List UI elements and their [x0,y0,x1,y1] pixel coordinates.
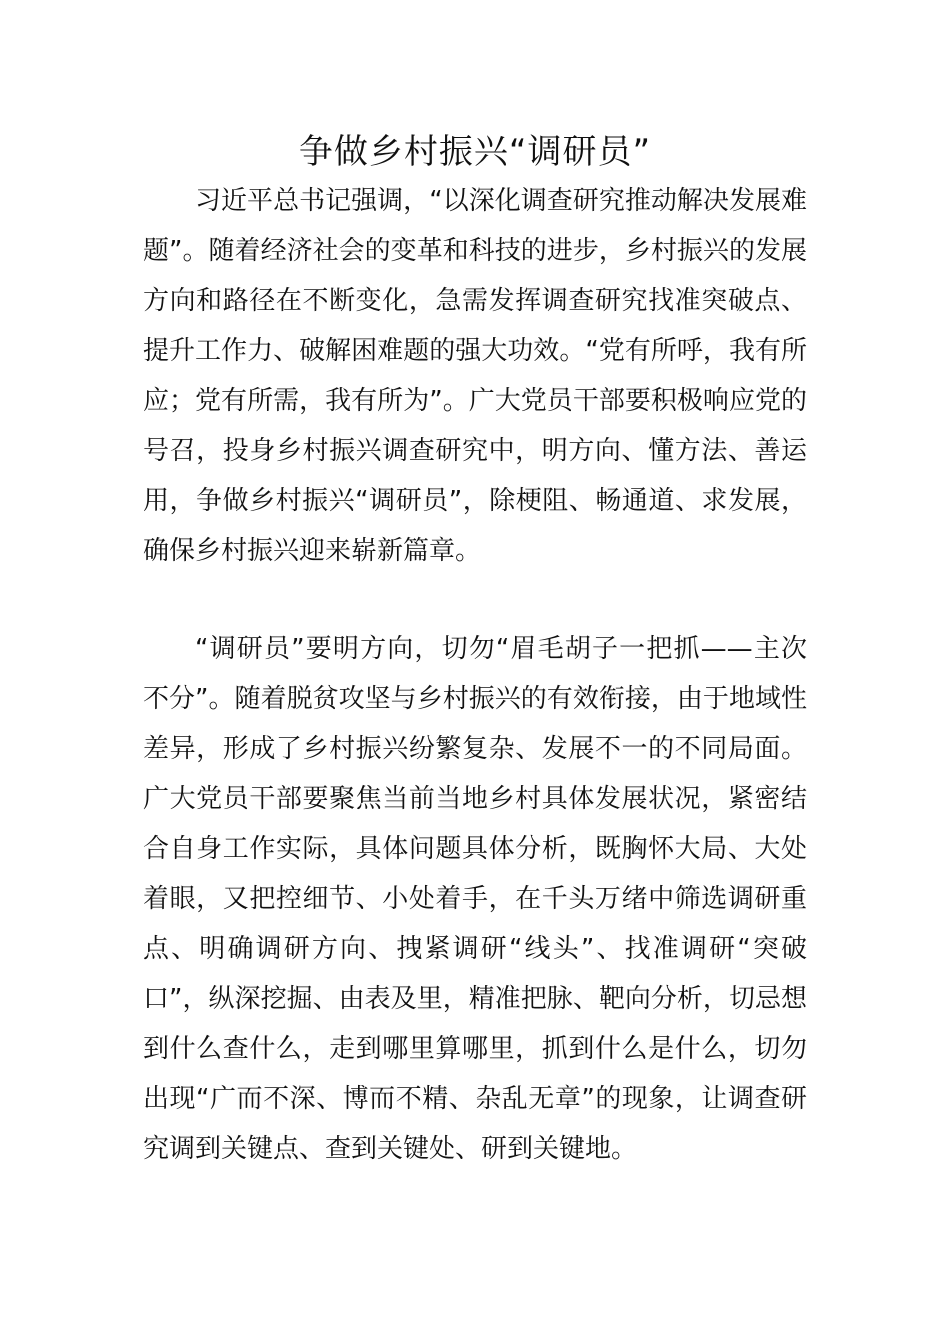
paragraph-intro: 习近平总书记强调，“以深化调查研究推动解决发展难题”。随着经济社会的变革和科技的进步，乡村振兴的发展方向和路径在不断变化，急需发挥调查研究找准突破点、提升工作力、破解困难题的强大功效。“党有所呼，我有所应；党有所需，我有所为”。广大党员干部要积极响应党的号召，投身乡村振兴调查研究中，明方向、懂方法、善运用，争做乡村振兴“调研员”，除梗阻、畅通道、求发展，确保乡村振兴迎来崭新篇章。 [143,186,807,566]
paragraph-direction: “调研员”要明方向，切勿“眉毛胡子一把抓——主次不分”。随着脱贫攻坚与乡村振兴的有效衔接，由于地域性差异，形成了乡村振兴纷繁复杂、发展不一的不同局面。广大党员干部要聚焦当前当地乡村具体发展状况，紧密结合自身工作实际，具体问题具体分析，既胸怀大局、大处着眼，又把控细节、小处着手，在千头万绪中筛选调研重点、明确调研方向、拽紧调研“线头”、找准调研“突破口”，纵深挖掘、由表及里，精准把脉、靶向分析，切忌想到什么查什么，走到哪里算哪里，抓到什么是什么，切勿出现“广而不深、博而不精、杂乱无章”的现象，让调查研究调到关键点、查到关键处、研到关键地。 [143,634,807,1164]
document-title: 争做乡村振兴“调研员” [298,132,652,172]
